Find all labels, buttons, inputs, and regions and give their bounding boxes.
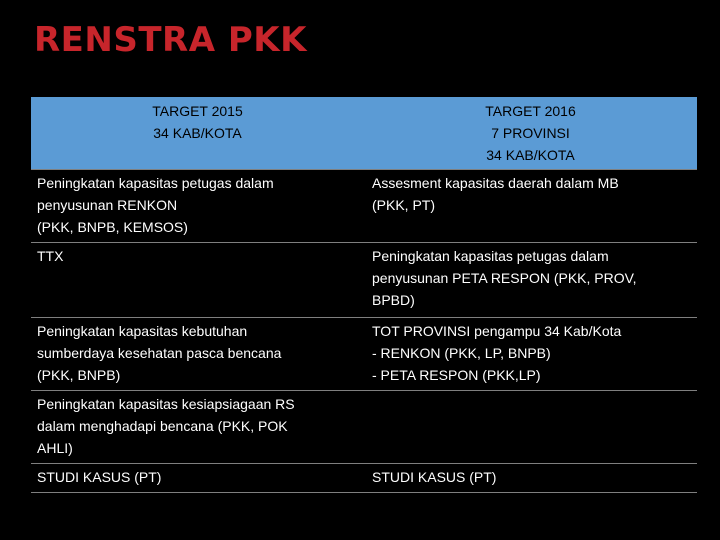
cell-line: TTX [37,248,64,264]
target-table-container [31,97,697,493]
cell-2016 [364,464,697,493]
table-row [31,391,697,464]
cell-line: Assesment kapasitas daerah dalam MB [372,175,619,191]
cell-line: Peningkatan kapasitas petugas dalam [37,175,274,191]
cell-line: TOT PROVINSI pengampu 34 Kab/Kota [372,323,622,339]
cell-2015 [31,391,364,464]
cell-2015 [31,243,364,318]
cell-line: STUDI KASUS (PT) [372,469,497,485]
target-table [31,97,697,493]
cell-2016-empty [364,391,697,464]
page-title: RENSTRA PKK [34,20,307,60]
header-target-2015 [31,97,364,170]
cell-line: (PKK, BNPB, KEMSOS) [37,219,188,235]
header-line: 34 KAB/KOTA [153,125,242,141]
header-line: 34 KAB/KOTA [486,147,575,163]
cell-line: Peningkatan kapasitas kebutuhan [37,323,248,339]
cell-2016 [364,243,697,318]
cell-line: penyusunan RENKON [37,197,178,213]
cell-line: - PETA RESPON (PKK,LP) [372,367,541,383]
cell-line: penyusunan PETA RESPON (PKK, PROV, [372,270,637,286]
cell-2016 [364,318,697,391]
table-header-row [31,97,697,170]
table-row [31,464,697,493]
cell-line: dalam menghadapi bencana (PKK, POK [37,418,288,434]
cell-line: (PKK, BNPB) [37,367,121,383]
header-target-2016 [364,97,697,170]
cell-2015 [31,318,364,391]
cell-line: AHLI) [37,440,73,456]
cell-line: STUDI KASUS (PT) [37,469,162,485]
header-line: TARGET 2016 [485,103,576,119]
cell-line: sumberdaya kesehatan pasca bencana [37,345,282,361]
cell-2015 [31,170,364,243]
table-row [31,170,697,243]
cell-2016 [364,170,697,243]
cell-line: - RENKON (PKK, LP, BNPB) [372,345,551,361]
header-line: 7 PROVINSI [491,125,570,141]
cell-line: (PKK, PT) [372,197,436,213]
cell-line: Peningkatan kapasitas petugas dalam [372,248,609,264]
cell-line: BPBD) [372,292,415,308]
table-row [31,243,697,318]
cell-line: Peningkatan kapasitas kesiapsiagaan RS [37,396,295,412]
header-line: TARGET 2015 [152,103,243,119]
cell-2015 [31,464,364,493]
table-row [31,318,697,391]
